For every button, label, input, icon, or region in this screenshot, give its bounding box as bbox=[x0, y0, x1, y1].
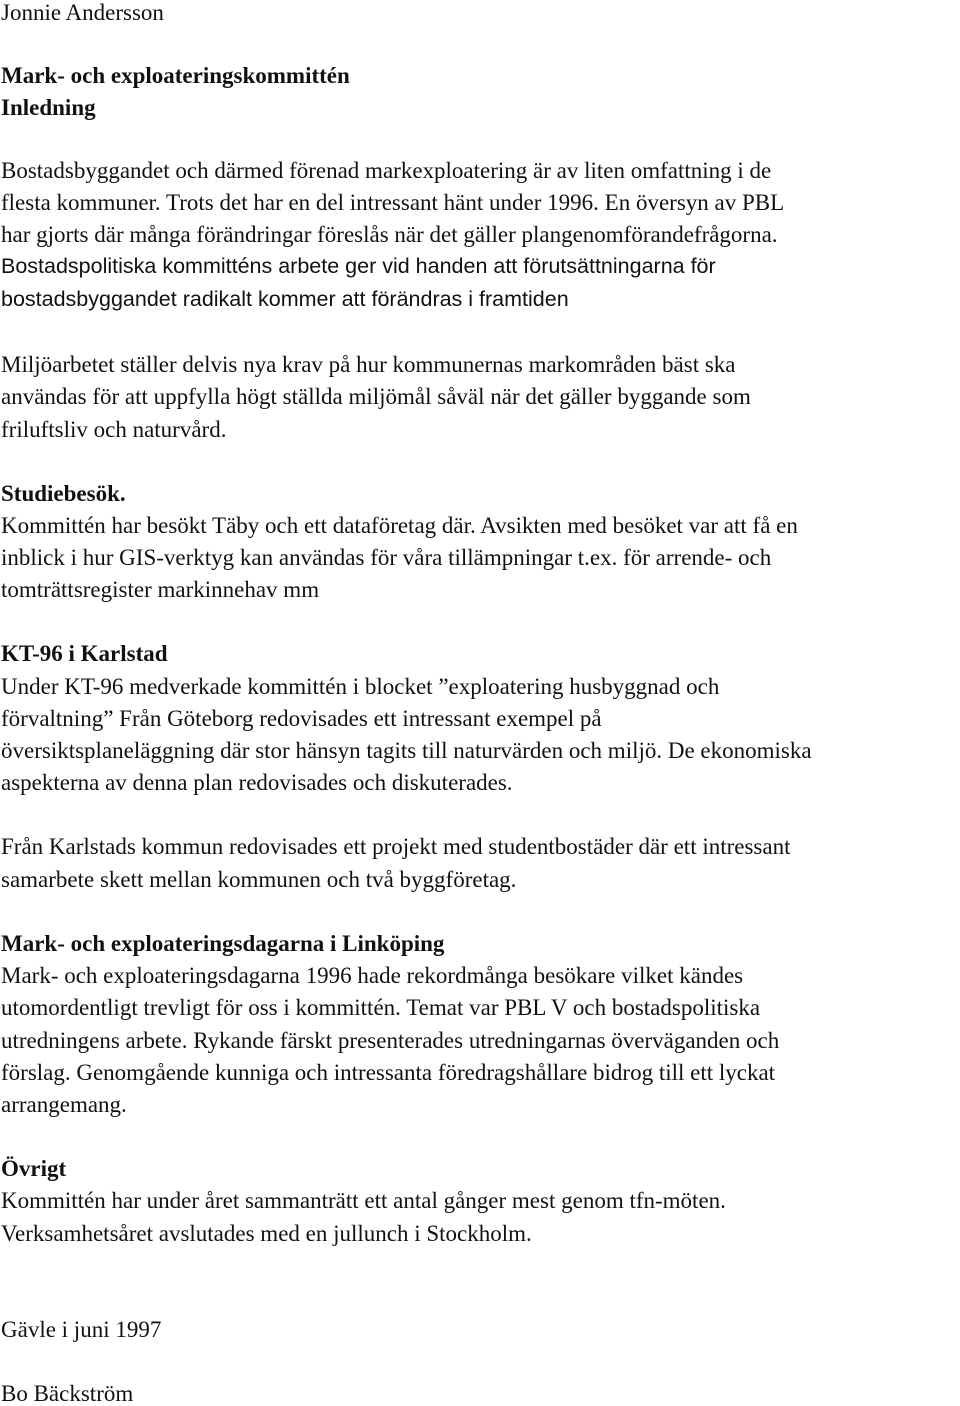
section-heading-linkoping: Mark- och exploateringsdagarna i Linköping bbox=[1, 931, 445, 956]
section-heading-other: Övrigt bbox=[1, 1156, 67, 1181]
kt96-extra-line: samarbete skett mellan kommunen och två byggföretag. bbox=[1, 867, 517, 892]
section-heading-study-visit: Studiebesök. bbox=[1, 481, 126, 506]
other-line: Kommittén har under året sammanträtt ett antal gånger mest genom tfn-möten. bbox=[1, 1188, 726, 1213]
study-visit-line: inblick i hur GIS-verktyg kan användas för våra tillämpningar t.ex. för arrende- och bbox=[1, 545, 772, 570]
section-heading-kt96: KT-96 i Karlstad bbox=[1, 641, 168, 666]
kt96-extra-line: Från Karlstads kommun redovisades ett projekt med studentbostäder där ett intressant bbox=[1, 834, 791, 859]
kt96-line: aspekterna av denna plan redovisades och diskuterades. bbox=[1, 770, 513, 795]
signature-name: Bo Bäckström bbox=[1, 1381, 134, 1406]
intro-line: Bostadspolitiska kommitténs arbete ger vid handen att förutsättningarna för bbox=[1, 254, 716, 278]
kt96-line: översiktsplaneläggning där stor hänsyn tagits till naturvärden och miljö. De ekonomiska bbox=[1, 738, 812, 763]
linkoping-line: arrangemang. bbox=[1, 1092, 127, 1117]
intro-line: har gjorts där många förändringar föreslås när det gäller plangenomförandefrågorna. bbox=[1, 222, 778, 247]
intro-line: flesta kommuner. Trots det har en del intressant hänt under 1996. En översyn av PBL bbox=[1, 190, 785, 215]
linkoping-line: Mark- och exploateringsdagarna 1996 hade rekordmånga besökare vilket kändes bbox=[1, 963, 744, 988]
linkoping-line: förslag. Genomgående kunniga och intressanta föredragshållare bidrog till ett lyckat bbox=[1, 1060, 776, 1085]
linkoping-line: utomordentligt trevligt för oss i kommittén. Temat var PBL V och bostadspolitiska bbox=[1, 995, 761, 1020]
study-visit-line: tomträttsregister markinnehav mm bbox=[1, 577, 320, 602]
section-heading-intro: Inledning bbox=[1, 95, 96, 120]
other-line: Verksamhetsåret avslutades med en jullunch i Stockholm. bbox=[1, 1221, 532, 1246]
environment-line: friluftsliv och naturvård. bbox=[1, 417, 227, 442]
place-date: Gävle i juni 1997 bbox=[1, 1317, 162, 1342]
kt96-line: Under KT-96 medverkade kommittén i blocket ”exploatering husbyggnad och bbox=[1, 674, 720, 699]
intro-line: Bostadsbyggandet och därmed förenad markexploatering är av liten omfattning i de bbox=[1, 158, 772, 183]
author-name: Jonnie Andersson bbox=[1, 0, 164, 25]
study-visit-line: Kommittén har besökt Täby och ett dataföretag där. Avsikten med besöket var att få en bbox=[1, 513, 798, 538]
environment-line: användas för att uppfylla högt ställda miljömål såväl när det gäller byggande som bbox=[1, 384, 751, 409]
environment-line: Miljöarbetet ställer delvis nya krav på hur kommunernas markområden bäst ska bbox=[1, 352, 736, 377]
committee-title: Mark- och exploateringskommittén bbox=[1, 63, 350, 88]
intro-line: bostadsbyggandet radikalt kommer att förändras i framtiden bbox=[1, 287, 569, 311]
linkoping-line: utredningens arbete. Rykande färskt presenterades utredningarnas överväganden och bbox=[1, 1028, 780, 1053]
kt96-line: förvaltning” Från Göteborg redovisades ett intressant exempel på bbox=[1, 706, 602, 731]
